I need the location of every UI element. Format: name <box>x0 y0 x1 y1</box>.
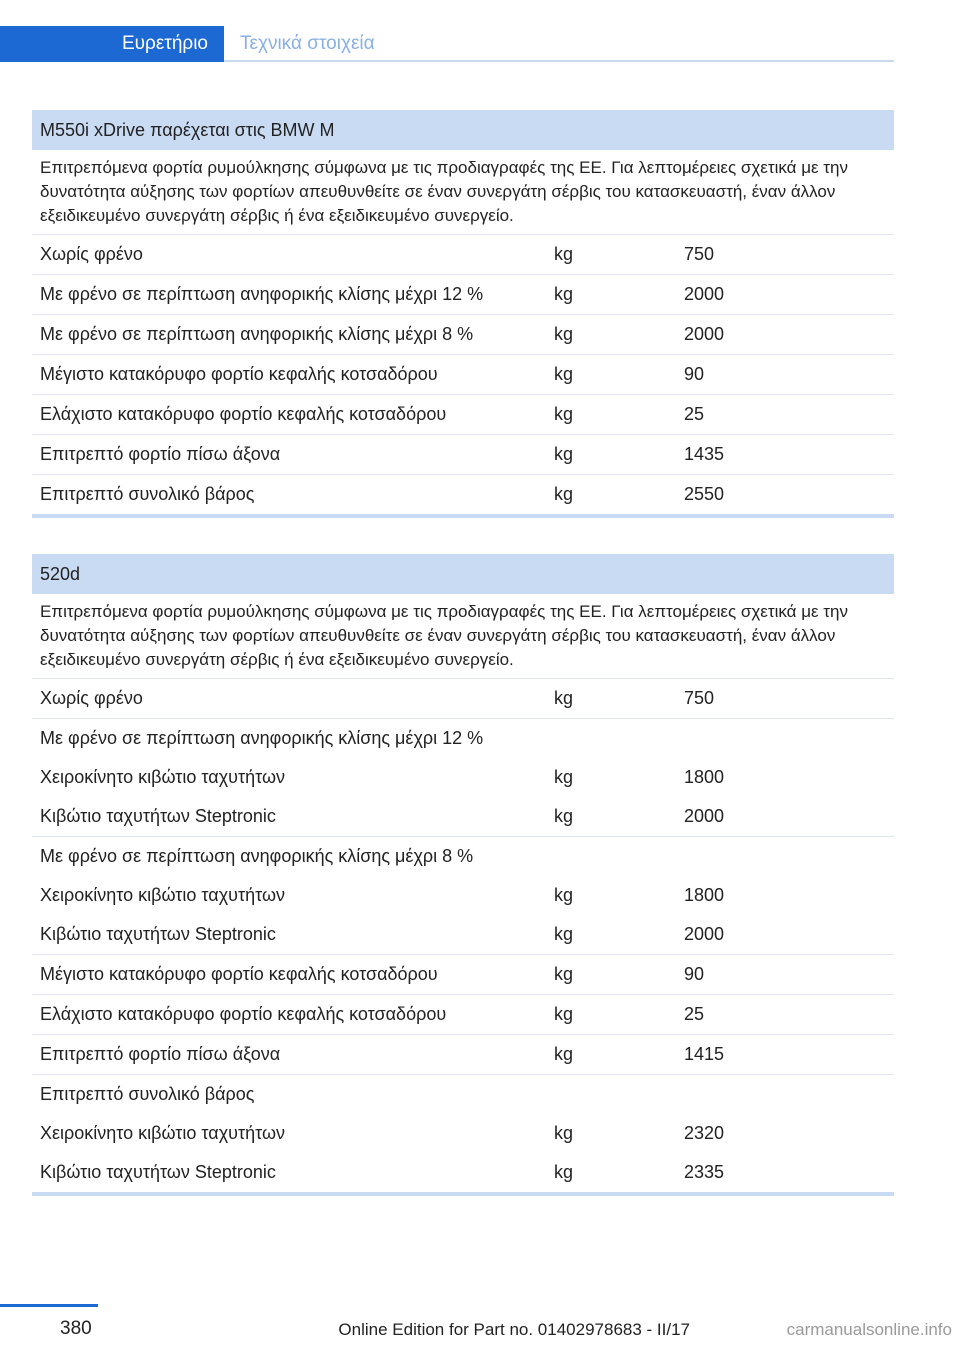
row-label: Κιβώτιο ταχυτήτων Steptronic <box>40 924 276 944</box>
table-end-rule <box>32 514 894 518</box>
table-row <box>32 395 894 435</box>
table-row <box>32 995 894 1035</box>
table-row <box>32 435 894 475</box>
row-label: Μέγιστο κατακόρυφο φορτίο κεφαλής κοτσαδόρου <box>40 364 438 384</box>
table-rows <box>32 235 894 514</box>
row-label: Κιβώτιο ταχυτήτων Steptronic <box>40 806 276 826</box>
table-row <box>32 719 894 758</box>
row-unit: kg <box>554 244 574 264</box>
row-label: Με φρένο σε περίπτωση ανηφορικής κλίσης μέχρι 12 % <box>40 728 484 748</box>
row-unit: kg <box>554 806 574 826</box>
table-row <box>32 355 894 395</box>
row-unit: kg <box>554 688 574 708</box>
table-title: M550i xDrive παρέχεται στις BMW M <box>32 110 894 150</box>
page-header <box>0 0 894 62</box>
row-unit: kg <box>554 284 574 304</box>
row-value: 2335 <box>684 1162 725 1182</box>
table-row <box>32 235 894 275</box>
page-number: 380 <box>60 1318 92 1339</box>
row-unit: kg <box>554 1044 574 1064</box>
row-unit: kg <box>554 444 574 464</box>
row-label: Επιτρεπτό φορτίο πίσω άξονα <box>40 1044 281 1064</box>
table-row <box>32 955 894 995</box>
row-value: 90 <box>684 364 705 384</box>
table-row <box>32 475 894 514</box>
table-row <box>32 876 894 915</box>
row-value: 90 <box>684 964 705 984</box>
table-title: 520d <box>32 554 894 594</box>
row-label: Χειροκίνητο κιβώτιο ταχυτήτων <box>40 1123 286 1143</box>
row-label: Ελάχιστο κατακόρυφο φορτίο κεφαλής κοτσαδόρου <box>40 404 447 424</box>
row-unit: kg <box>554 404 574 424</box>
table-row <box>32 679 894 719</box>
row-label: Μέγιστο κατακόρυφο φορτίο κεφαλής κοτσαδόρου <box>40 964 438 984</box>
row-value: 2000 <box>684 324 725 344</box>
row-label: Επιτρεπτό φορτίο πίσω άξονα <box>40 444 281 464</box>
row-label: Με φρένο σε περίπτωση ανηφορικής κλίσης μέχρι 8 % <box>40 846 474 866</box>
row-label: Με φρένο σε περίπτωση ανηφορικής κλίσης μέχρι 8 % <box>40 324 474 344</box>
table-end-rule <box>32 1192 894 1196</box>
row-value: 750 <box>684 244 715 264</box>
watermark: carmanualsonline.info <box>786 1320 952 1339</box>
row-value: 2550 <box>684 484 725 504</box>
footer-accent-line <box>0 1304 98 1307</box>
table-row <box>32 797 894 837</box>
row-value: 2000 <box>684 284 725 304</box>
row-label: Χειροκίνητο κιβώτιο ταχυτήτων <box>40 885 286 905</box>
table-note: Επιτρεπόμενα φορτία ρυμούλκησης σύμφωνα με τις προδιαγραφές της ΕΕ. Για λεπτομέρειες σχετικά με την δυνατότητα αύξησης των φορτίων απευθυνθείτε σε έναν συνεργάτη σέρβις του κατασκευαστή, έναν άλλον εξειδικευμένο συνεργάτη σέρβις ή ένα εξειδικευμένο συνεργείο. <box>32 150 894 235</box>
table-row <box>32 915 894 955</box>
table-row <box>32 1035 894 1075</box>
spec-table-m550i <box>32 110 894 518</box>
table-row <box>32 1114 894 1153</box>
row-value: 750 <box>684 688 715 708</box>
spec-table-520d <box>32 554 894 1196</box>
row-value: 1800 <box>684 885 725 905</box>
table-row <box>32 315 894 355</box>
row-value: 2000 <box>684 924 725 944</box>
row-value: 25 <box>684 1004 705 1024</box>
row-unit: kg <box>554 324 574 344</box>
row-label: Με φρένο σε περίπτωση ανηφορικής κλίσης μέχρι 12 % <box>40 284 484 304</box>
row-value: 1415 <box>684 1044 725 1064</box>
row-unit: kg <box>554 885 574 905</box>
row-label: Χωρίς φρένο <box>40 688 143 708</box>
row-unit: kg <box>554 1123 574 1143</box>
row-value: 2000 <box>684 806 725 826</box>
row-value: 2320 <box>684 1123 725 1143</box>
header-divider <box>224 60 894 62</box>
row-unit: kg <box>554 924 574 944</box>
table-row <box>32 1153 894 1192</box>
row-unit: kg <box>554 364 574 384</box>
row-value: 25 <box>684 404 705 424</box>
tab-technical-data[interactable]: Τεχνικά στοιχεία <box>240 33 375 54</box>
row-label: Επιτρεπτό συνολικό βάρος <box>40 484 255 504</box>
row-unit: kg <box>554 1162 574 1182</box>
table-row <box>32 1075 894 1114</box>
row-unit: kg <box>554 484 574 504</box>
table-rows <box>32 679 894 1192</box>
tab-index[interactable]: Ευρετήριο <box>0 26 224 62</box>
row-unit: kg <box>554 1004 574 1024</box>
row-unit: kg <box>554 767 574 787</box>
row-label: Κιβώτιο ταχυτήτων Steptronic <box>40 1162 276 1182</box>
row-label: Ελάχιστο κατακόρυφο φορτίο κεφαλής κοτσαδόρου <box>40 1004 447 1024</box>
row-value: 1435 <box>684 444 725 464</box>
table-row <box>32 758 894 797</box>
row-label: Επιτρεπτό συνολικό βάρος <box>40 1084 255 1104</box>
table-row <box>32 275 894 315</box>
row-unit: kg <box>554 964 574 984</box>
table-note: Επιτρεπόμενα φορτία ρυμούλκησης σύμφωνα με τις προδιαγραφές της ΕΕ. Για λεπτομέρειες σχετικά με την δυνατότητα αύξησης των φορτίων απευθυνθείτε σε έναν συνεργάτη σέρβις του κατασκευαστή, έναν άλλον εξειδικευμένο συνεργάτη σέρβις ή ένα εξειδικευμένο συνεργείο. <box>32 594 894 679</box>
row-label: Χωρίς φρένο <box>40 244 143 264</box>
row-value: 1800 <box>684 767 725 787</box>
table-row <box>32 837 894 876</box>
edition-text: Online Edition for Part no. 01402978683 - II/17 <box>338 1320 690 1339</box>
row-label: Χειροκίνητο κιβώτιο ταχυτήτων <box>40 767 286 787</box>
